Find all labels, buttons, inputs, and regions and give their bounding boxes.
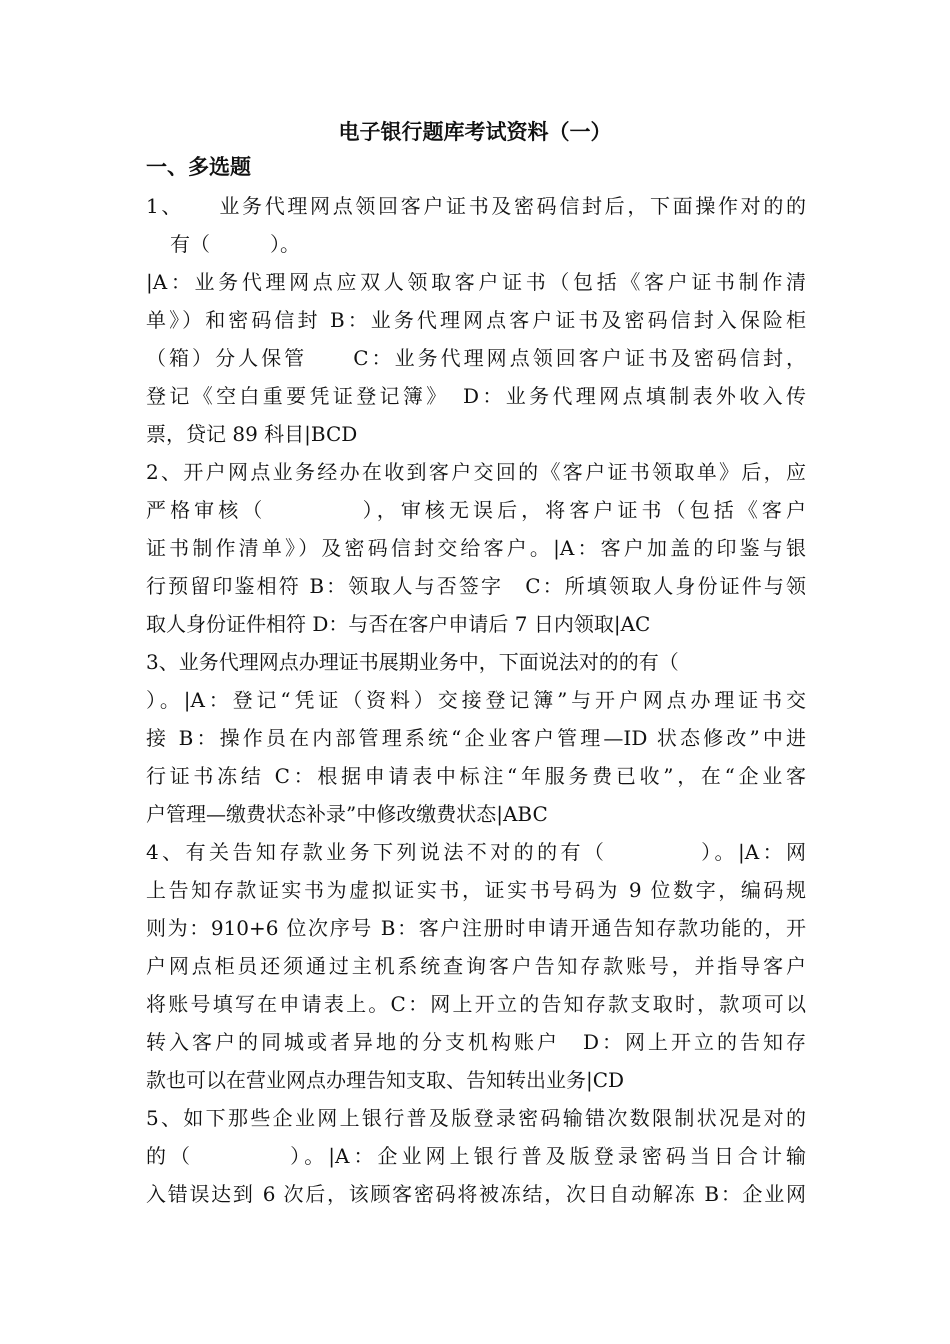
text-line: 单》）和密码信封 B：业务代理网点客户证书及密码信封入保险柜 — [146, 308, 806, 332]
section-heading: 一、多选题 — [146, 155, 251, 179]
text-line: 入错误达到 6 次后，该顾客密码将被冻结，次日自动解冻 B：企业网 — [146, 1182, 806, 1206]
text-line: 证书制作清单》）及密码信封交给客户。|A：客户加盖的印鉴与银 — [146, 536, 806, 560]
text-line: 票，贷记 89 科目|BCD — [146, 422, 358, 446]
text-line: 则为：910+6 位次序号 B：客户注册时申请开通告知存款功能的，开 — [146, 916, 806, 940]
text-line: 登记《空白重要凭证登记簿》 D：业务代理网点填制表外收入传 — [146, 384, 806, 408]
text-line: 转入客户的同城或者异地的分支机构账户 D：网上开立的告知存 — [146, 1030, 806, 1054]
text-line: 5、如下那些企业网上银行普及版登录密码输错次数限制状况是对的 — [146, 1106, 806, 1130]
text-line: 取人身份证件相符 D：与否在客户申请后 7 日内领取|AC — [146, 612, 651, 636]
text-line: 2、开户网点业务经办在收到客户交回的《客户证书领取单》后，应 — [146, 460, 806, 484]
text-line: 接 B：操作员在内部管理系统“企业客户管理—ID 状态修改”中进 — [146, 726, 806, 750]
document-title: 电子银行题库考试资料（一） — [338, 120, 612, 144]
text-line: 4、有关告知存款业务下列说法不对的的有（ ）。|A：网 — [146, 840, 806, 864]
text-line: 户管理—缴费状态补录”中修改缴费状态|ABC — [146, 802, 548, 826]
text-line: 3、业务代理网点办理证书展期业务中，下面说法对的的有（ — [146, 650, 679, 674]
text-line: 有（ ）。 — [170, 232, 300, 256]
text-line: 1、 业务代理网点领回客户证书及密码信封后，下面操作对的的 — [146, 194, 806, 218]
text-line: ）。|A：登记“凭证（资料）交接登记簿”与开户网点办理证书交 — [146, 688, 806, 712]
text-line: |A：业务代理网点应双人领取客户证书（包括《客户证书制作清 — [146, 270, 806, 294]
text-line: 行预留印鉴相符 B：领取人与否签字 C：所填领取人身份证件与领 — [146, 574, 806, 598]
text-line: 行证书冻结 C：根据申请表中标注“年服务费已收”，在“企业客 — [146, 764, 806, 788]
text-line: （箱）分人保管 C：业务代理网点领回客户证书及密码信封， — [146, 346, 806, 370]
text-line: 款也可以在营业网点办理告知支取、告知转出业务|CD — [146, 1068, 625, 1092]
text-line: 户网点柜员还须通过主机系统查询客户告知存款账号，并指导客户 — [146, 954, 806, 978]
text-line: 上告知存款证实书为虚拟证实书，证实书号码为 9 位数字，编码规 — [146, 878, 806, 902]
text-line: 严格审核（ ），审核无误后，将客户证书（包括《客户 — [146, 498, 806, 522]
text-line: 的（ ）。|A：企业网上银行普及版登录密码当日合计输 — [146, 1144, 806, 1168]
text-line: 将账号填写在申请表上。C：网上开立的告知存款支取时，款项可以 — [146, 992, 806, 1016]
